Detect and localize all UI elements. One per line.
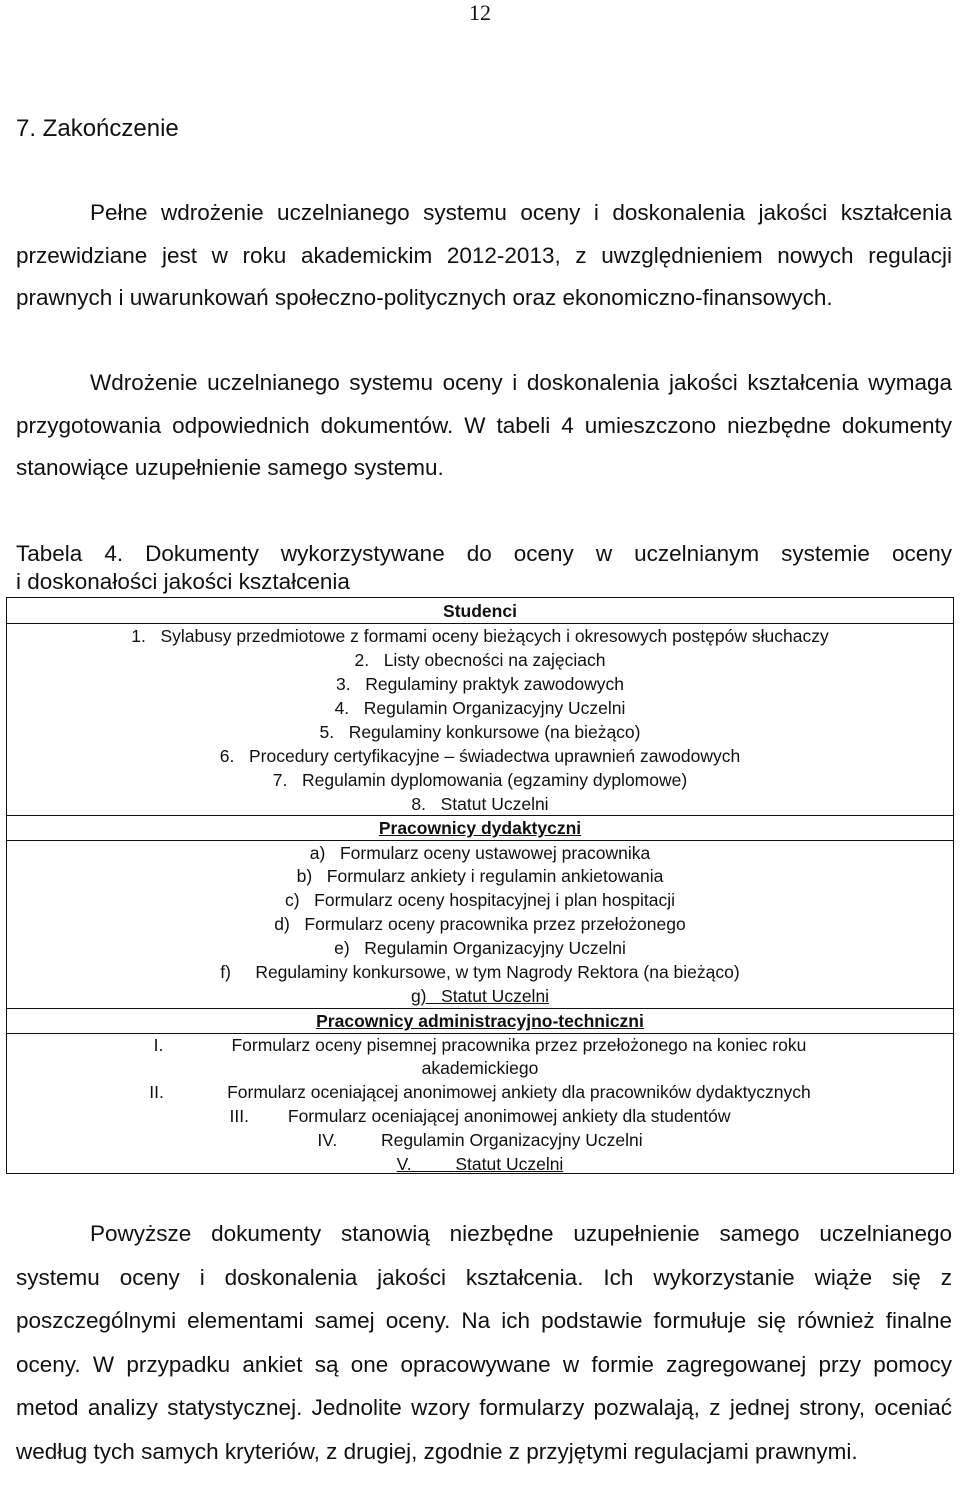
row-number: d) (274, 914, 290, 934)
row-text: Listy obecności na zajęciach (383, 650, 606, 670)
row-text: Formularz ankiety i regulamin ankietowania (326, 866, 664, 886)
section-header-admin-text: Pracownicy administracyjno-techniczni (316, 1011, 644, 1031)
row-number: f) (220, 962, 231, 982)
table-row (7, 1129, 953, 1151)
row-number: V. (396, 1154, 412, 1174)
section-heading: 7. Zakończenie (16, 115, 179, 142)
row-text: Formularz oceny pracownika przez przełożonego (304, 914, 686, 934)
table-row (7, 625, 953, 647)
row-number: 4. (334, 698, 350, 718)
row-text: Regulamin Organizacyjny Uczelni (364, 938, 626, 958)
row-number: 5. (319, 722, 335, 742)
section-header-admin-staff (7, 1010, 953, 1032)
row-number: 1. (131, 626, 146, 646)
table-row (7, 697, 953, 719)
row-text: Regulamin Organizacyjny Uczelni (380, 1130, 643, 1150)
row-text: Regulamin Organizacyjny Uczelni (363, 698, 626, 718)
table-row (7, 1034, 953, 1056)
table-caption-line-1: Tabela 4. Dokumenty wykorzystywane do oceny w uczelnianym systemie oceny (16, 541, 952, 566)
row-text: Regulaminy konkursowe, w tym Nagrody Rektora (na bieżąco) (255, 962, 740, 982)
table-row (7, 1153, 953, 1175)
row-number: a) (309, 843, 326, 863)
table-row (7, 961, 953, 983)
table-row (7, 985, 953, 1007)
table-row (7, 842, 953, 864)
row-number: 2. (354, 650, 370, 670)
row-number: 6. (219, 746, 235, 766)
table-row (7, 865, 953, 887)
table-row-continuation (7, 1057, 953, 1079)
section-divider (7, 815, 953, 816)
row-number: c) (284, 890, 300, 910)
row-number: g) (410, 986, 427, 1006)
table-row (7, 937, 953, 959)
row-text: akademickiego (421, 1058, 539, 1078)
row-text: Formularz oceny hospitacyjnej i plan hospitacji (314, 890, 676, 910)
row-text: Statut Uczelni (441, 986, 550, 1006)
table-row (7, 721, 953, 743)
paragraph-2 (16, 362, 952, 490)
table-row (7, 649, 953, 671)
row-text: Statut Uczelni (455, 1154, 564, 1174)
paragraph-3 (16, 1212, 952, 1473)
row-number: I. (153, 1035, 164, 1055)
section-divider (7, 623, 953, 624)
section-header-teaching-text: Pracownicy dydaktyczni (378, 818, 582, 838)
paragraph-1-text: Pełne wdrożenie uczelnianego systemu oceny i doskonalenia jakości kształcenia przewidziane jest w roku akademickim 2012-2013, z uwzględnieniem nowych regulacji prawnych i uwarunkowań społeczno-politycznych oraz ekonomiczno-finansowych. (16, 200, 952, 310)
page-number: 12 (469, 0, 491, 25)
row-text: Formularz oceny pisemnej pracownika przez przełożonego na koniec roku (231, 1035, 807, 1055)
row-text: Formularz oceny ustawowej pracownika (339, 843, 651, 863)
row-text: Procedury certyfikacyjne – świadectwa uprawnień zawodowych (248, 746, 741, 766)
row-text: Formularz oceniającej anonimowej ankiety dla pracowników dydaktycznych (227, 1082, 811, 1102)
row-number: III. (229, 1106, 249, 1126)
table-row (7, 889, 953, 911)
section-header-teaching-staff (7, 817, 953, 839)
table-caption (16, 540, 952, 596)
row-number: IV. (317, 1130, 338, 1150)
section-divider (7, 840, 953, 841)
row-number: II. (149, 1082, 164, 1102)
table-row (7, 1081, 953, 1103)
row-text: Regulaminy konkursowe (na bieżąco) (348, 722, 641, 742)
row-number: 7. (272, 770, 288, 790)
row-number: 8. (411, 794, 427, 814)
section-header-students: Studenci (443, 601, 517, 621)
paragraph-1 (16, 192, 952, 320)
table-row (7, 769, 953, 791)
row-text: Sylabusy przedmiotowe z formami oceny bieżących i okresowych postępów słuchaczy (160, 626, 829, 646)
paragraph-3-text: Powyższe dokumenty stanowią niezbędne uzupełnienie samego uczelnianego systemu oceny i doskonalenia jakości kształcenia. Ich wykorzystanie wiąże się z poszczególnymi elementami samej oceny. Na ich podstawie formułuje się również finalne oceny. W przypadku ankiet są one opracowywane w formie zagregowanej przy pomocy metod analizy statystycznej. Jednolite wzory formularzy pozwalają, z jednej strony, oceniać według tych samych kryteriów, z drugiej, zgodnie z przyjętymi regulacjami prawnymi. (16, 1221, 952, 1464)
row-text: Regulamin dyplomowania (egzaminy dyplomowe) (302, 770, 688, 790)
table-row (7, 745, 953, 767)
row-text: Regulaminy praktyk zawodowych (365, 674, 624, 694)
section-divider (7, 1008, 953, 1009)
documents-table (6, 597, 954, 1174)
paragraph-2-text: Wdrożenie uczelnianego systemu oceny i doskonalenia jakości kształcenia wymaga przygotowania odpowiednich dokumentów. W tabeli 4 umieszczono niezbędne dokumenty stanowiące uzupełnienie samego systemu. (16, 370, 952, 480)
table-row (7, 673, 953, 695)
row-number: e) (334, 938, 350, 958)
table-row (7, 913, 953, 935)
table-row (7, 793, 953, 815)
table-caption-line-2: i doskonałości jakości kształcenia (16, 569, 350, 594)
row-text: Formularz oceniającej anonimowej ankiety dla studentów (287, 1106, 731, 1126)
row-number: 3. (336, 674, 351, 694)
table-row (7, 1105, 953, 1127)
row-number: b) (296, 866, 313, 886)
row-text: Statut Uczelni (440, 794, 549, 814)
